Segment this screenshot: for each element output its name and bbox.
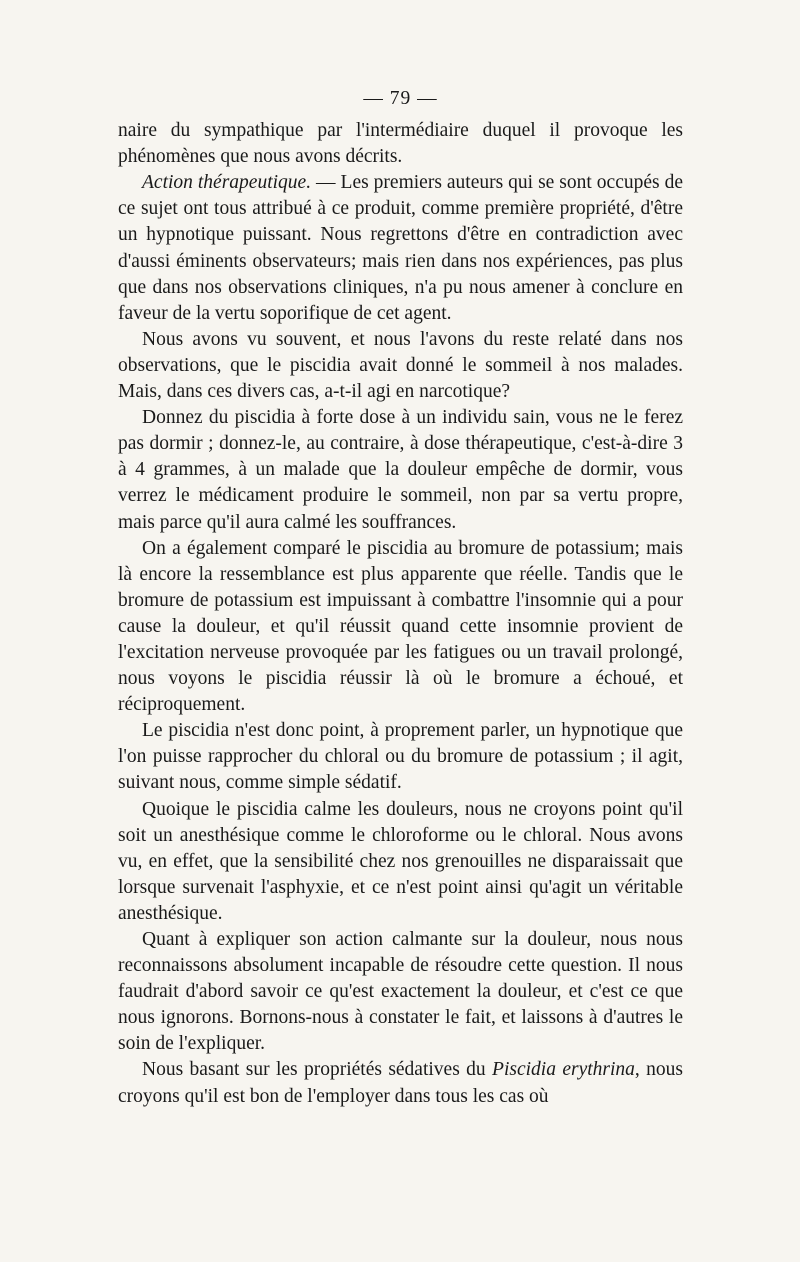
paragraph-1: naire du sympathique par l'intermédiaire duquel il provoque les phénomènes que nous avons décrits. (118, 120, 683, 168)
paragraph-5: On a également comparé le piscidia au bromure de potassium; mais là encore la ressemblance est plus apparente que réelle. Tandis que le bromure de potassium est impuissant à combattre l'insomnie qui a pour cause la douleur, et qu'il réussit quand cette insomnie provient de l'excitation nerveuse provoquée par les fatigues ou un travail prolongé, nous voyons le piscidia réussir là où le bromure a échoué, et réciproquement. (118, 537, 683, 716)
species-name: Piscidia erythrina (492, 1059, 635, 1081)
section-heading: Action thérapeutique. (142, 172, 312, 194)
paragraph-8: Quant à expliquer son action calmante sur la douleur, nous nous reconnaissons absolument incapable de résoudre cette question. Il nous faudrait d'abord savoir ce qu'est exactement la douleur, et c'est ce que nous ignorons. Bornons-nous à constater le fait, et laissons à d'autres le soin de l'expliquer. (118, 929, 683, 1055)
paragraph-9: Nous basant sur les propriétés sédatives du Piscidia erythrina, nous croyons qu'il est bon de l'employer dans tous les cas où (118, 1059, 683, 1107)
paragraph-2: Action thérapeutique. — Les premiers auteurs qui se sont occupés de ce sujet ont tous attribué à ce produit, comme première propriété, d'être un hypnotique puissant. Nous regrettons d'être en contradiction avec d'aussi éminents observateurs; mais rien dans nos expériences, pas plus que dans nos observations cliniques, n'a pu nous amener à conclure en faveur de la vertu soporifique de cet agent. (118, 172, 683, 324)
paragraph-6: Le piscidia n'est donc point, à proprement parler, un hypnotique que l'on puisse rapprocher du chloral ou du bromure de potassium ; il agit, suivant nous, comme simple sédatif. (118, 720, 683, 794)
paragraph-4: Donnez du piscidia à forte dose à un individu sain, vous ne le ferez pas dormir ; donnez-le, au contraire, à dose thérapeutique, c'est-à-dire 3 à 4 grammes, à un malade que la douleur empêche de dormir, vous verrez le médicament produire le sommeil, non par sa vertu propre, mais parce qu'il aura calmé les souffrances. (118, 407, 683, 533)
paragraph-3: Nous avons vu souvent, et nous l'avons du reste relaté dans nos observations, que le piscidia avait donné le sommeil à nos malades. Mais, dans ces divers cas, a-t-il agi en narcotique? (118, 328, 683, 403)
paragraph-7: Quoique le piscidia calme les douleurs, nous ne croyons point qu'il soit un anesthésique comme le chloroforme ou le chloral. Nous avons vu, en effet, que la sensibilité chez nos grenouilles ne disparaissait que lorsque survenait l'asphyxie, et ce n'est point ainsi qu'agit un véritable anesthésique. (118, 798, 683, 924)
book-page (118, 86, 683, 1110)
page-number: — 79 — (363, 88, 438, 109)
